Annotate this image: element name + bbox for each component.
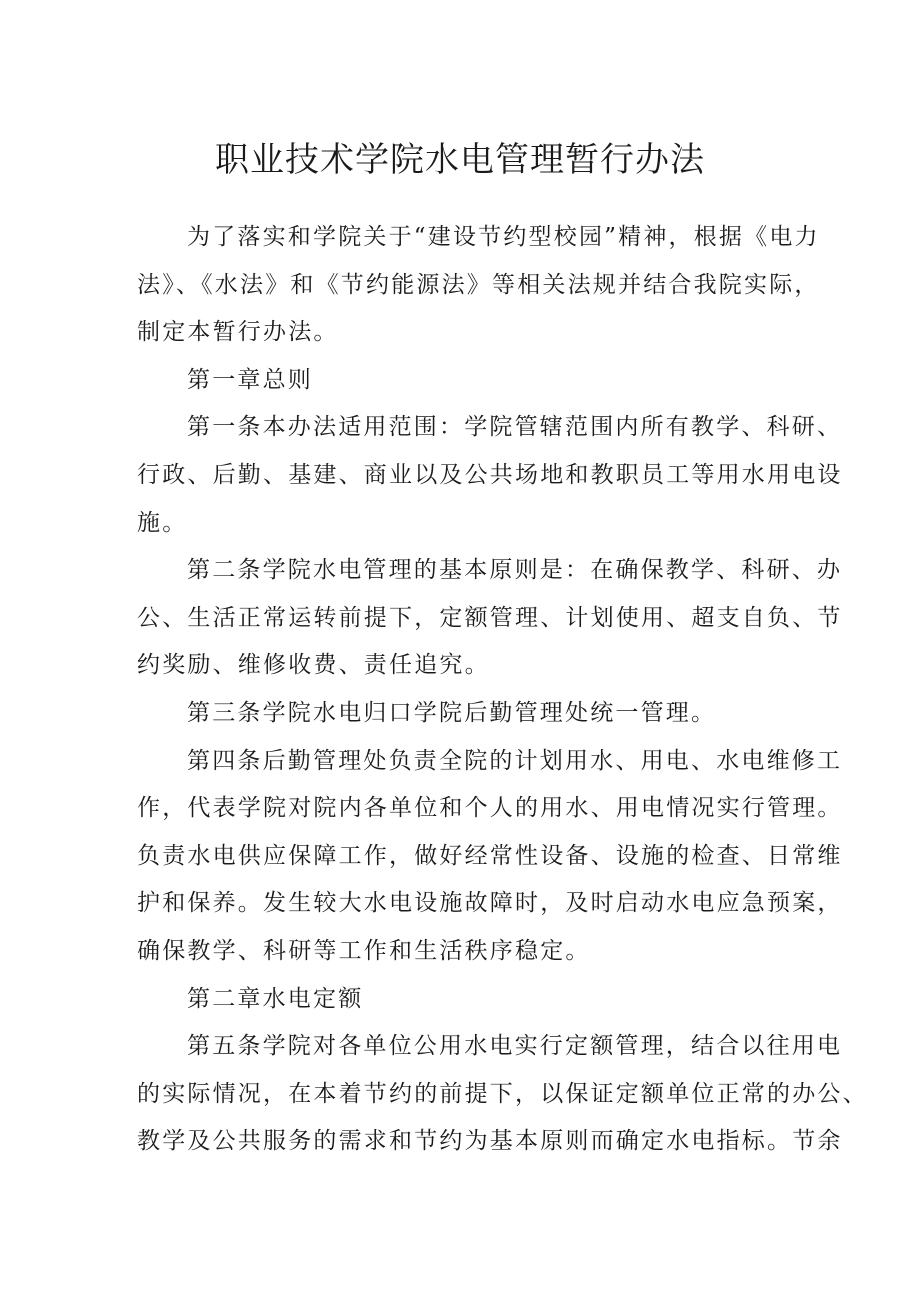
text-line: 第五条学院对各单位公用水电实行定额管理，结合以往用电 bbox=[187, 1033, 843, 1060]
text-line: 第四条后勤管理处负责全院的计划用水、用电、水电维修工 bbox=[187, 747, 843, 774]
text-line: 第二条学院水电管理的基本原则是：在确保教学、科研、办 bbox=[187, 557, 843, 584]
text-line: 为了落实和学院关于“建设节约型校园”精神，根据《电力 bbox=[187, 224, 820, 250]
text-line: 第一条本办法适用范围：学院管辖范围内所有教学、科研、 bbox=[187, 414, 843, 441]
text-line: 约奖励、维修收费、责任追究。 bbox=[137, 652, 490, 679]
text-line: 的实际情况，在本着节约的前提下，以保证定额单位正常的办公、 bbox=[137, 1080, 868, 1107]
chapter-heading-2 bbox=[137, 976, 817, 1024]
text-line: 负责水电供应保障工作，做好经常性设备、设施的检查、日常维 bbox=[137, 842, 843, 869]
text-line: 第二章水电定额 bbox=[187, 985, 364, 1012]
article-4 bbox=[137, 738, 843, 976]
text-line: 确保教学、科研等工作和生活秩序稳定。 bbox=[137, 937, 591, 964]
text-line: 作，代表学院对院内各单位和个人的用水、用电情况实行管理。 bbox=[137, 795, 843, 822]
text-line: 第三条学院水电归口学院后勤管理处统一管理。 bbox=[187, 699, 717, 726]
text-line: 施。 bbox=[137, 509, 188, 536]
chapter-heading-1 bbox=[137, 357, 817, 405]
text-line: 第一章总则 bbox=[187, 366, 313, 393]
text-line: 护和保养。发生较大水电设施故障时，及时启动水电应急预案， bbox=[137, 890, 843, 917]
text-line: 行政、后勤、基建、商业以及公共场地和教职员工等用水用电设 bbox=[137, 461, 843, 488]
paragraph-intro bbox=[137, 214, 820, 357]
document-body bbox=[137, 214, 868, 1166]
article-5 bbox=[137, 1023, 868, 1166]
text-line: 教学及公共服务的需求和节约为基本原则而确定水电指标。节余 bbox=[137, 1128, 843, 1155]
text-line: 制定本暂行办法。 bbox=[137, 319, 339, 346]
text-line: 公、生活正常运转前提下，定额管理、计划使用、超支自负、节 bbox=[137, 604, 843, 631]
text-line: 法》、《水法》和《节约能源法》等相关法规并结合我院实际， bbox=[137, 271, 820, 298]
document-title: 职业技术学院水电管理暂行办法 bbox=[215, 140, 705, 180]
article-3 bbox=[137, 690, 817, 738]
article-2 bbox=[137, 547, 843, 690]
article-1 bbox=[137, 404, 843, 547]
